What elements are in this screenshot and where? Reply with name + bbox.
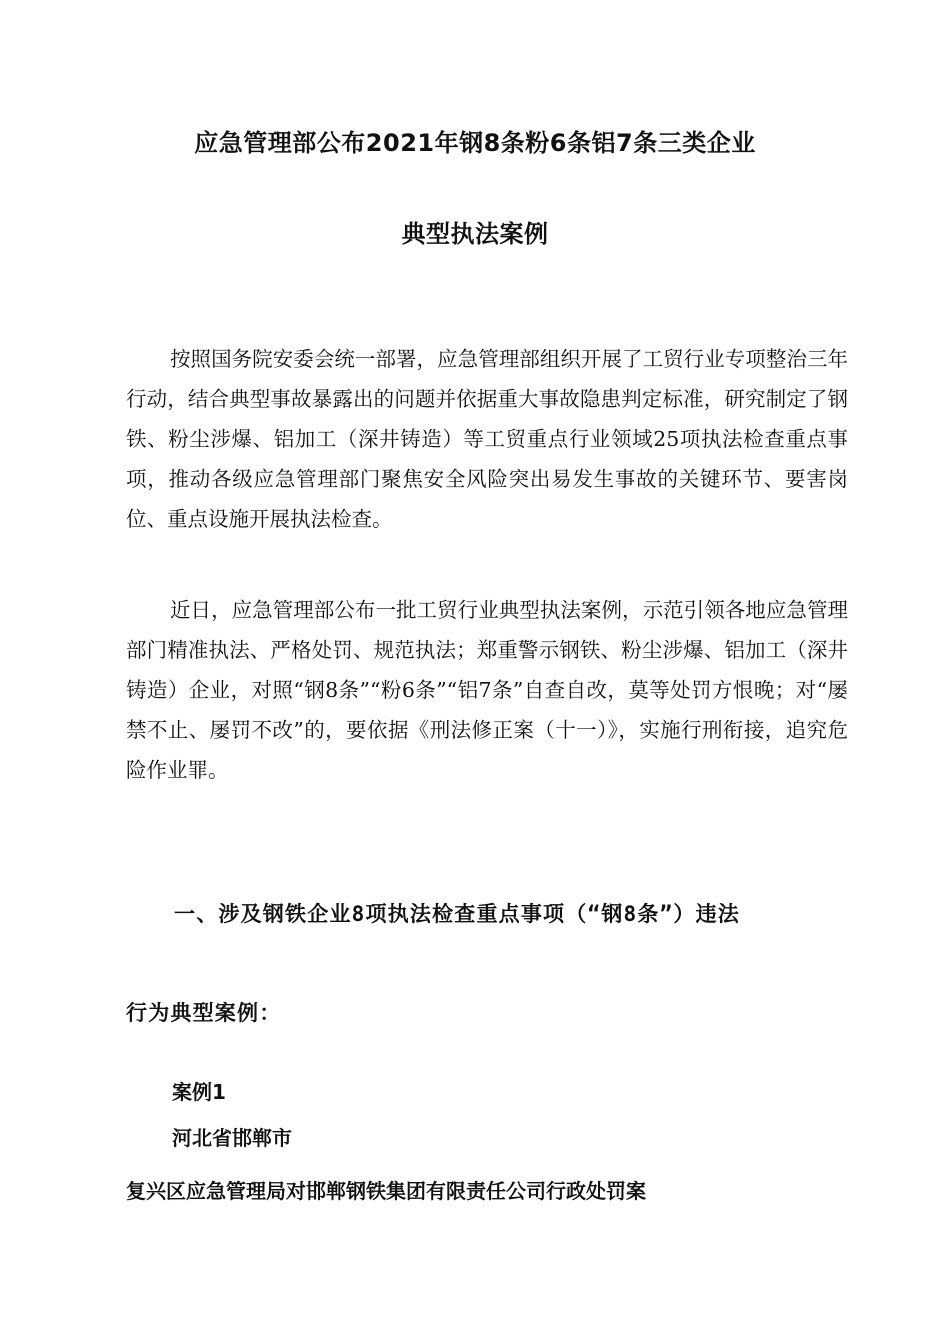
case-label: 案例1 <box>172 1080 226 1104</box>
intro-paragraph: 按照国务院安委会统一部署，应急管理部组织开展了工贸行业专项整治三年行动，结合典型事故暴露出的问题并依据重大事故隐患判定标准，研究制定了钢铁、粉尘涉爆、铝加工（深井铸造）等工贸重点行业领域25项执法检查重点事项，推动各级应急管理部门聚焦安全风险突出易发生事故的关键环节、要害岗位、重点设施开展执法检查。 <box>126 347 848 531</box>
announcement-paragraph: 近日，应急管理部公布一批工贸行业典型执法案例，示范引领各地应急管理部门精准执法、严格处罚、规范执法；郑重警示钢铁、粉尘涉爆、铝加工（深井铸造）企业，对照“钢8条”“粉6条”“铝7条”自查自改，莫等处罚方恨晚；对“屡禁不止、屡罚不改”的，要依据《刑法修正案（十一）》，实施行刑衔接，追究危险作业罪。 <box>126 598 848 782</box>
case-title: 复兴区应急管理局对邯郸钢铁集团有限责任公司行政处罚案 <box>126 1179 646 1203</box>
case-location: 河北省邯郸市 <box>172 1126 292 1150</box>
section-heading-line-2: 行为典型案例： <box>126 1001 282 1025</box>
document-title-line-2: 典型执法案例 <box>401 220 549 248</box>
document-title-line-1: 应急管理部公布2021年钢8条粉6条铝7条三类企业 <box>194 129 756 157</box>
section-heading-line-1: 一、涉及钢铁企业8项执法检查重点事项（“钢8条”）违法 <box>174 902 740 926</box>
